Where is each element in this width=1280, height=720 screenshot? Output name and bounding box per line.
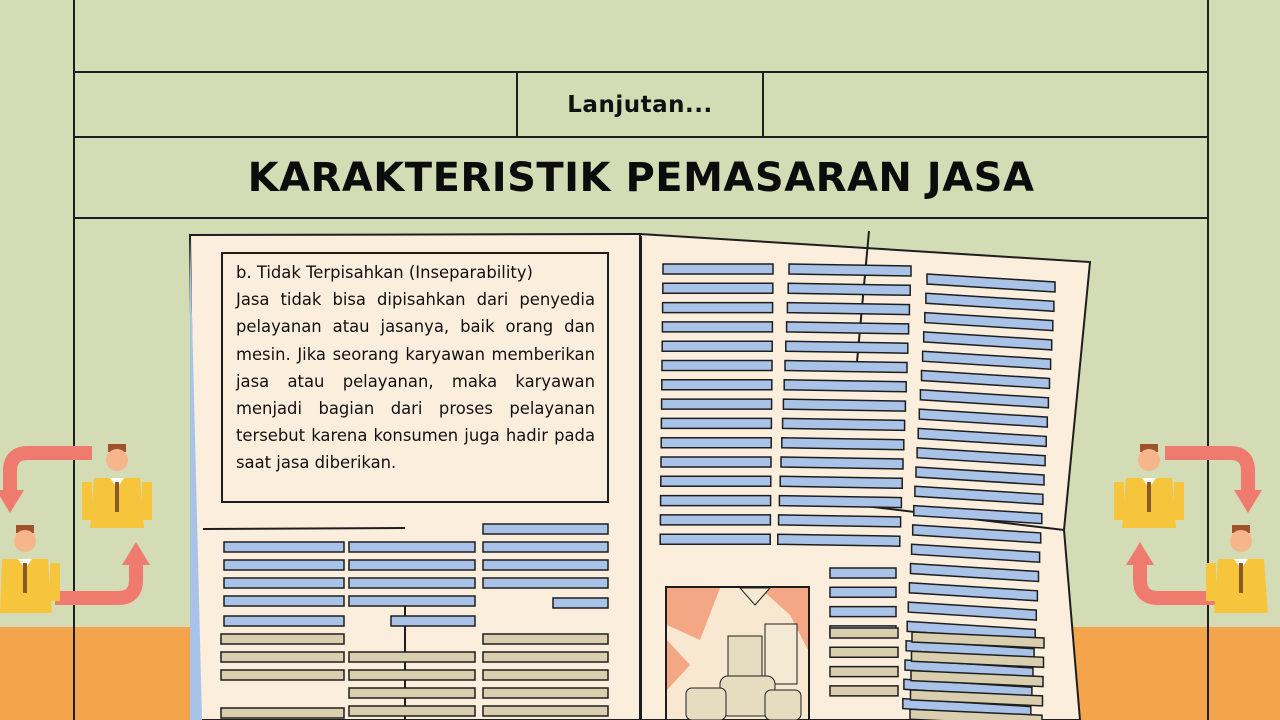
newspaper-text-line (483, 652, 608, 662)
newspaper-text-line (349, 652, 475, 662)
newspaper-text-line (661, 438, 771, 448)
newspaper-text-line (781, 457, 903, 469)
newspaper-text-line (661, 476, 771, 486)
newspaper-text-line (783, 418, 905, 430)
newspaper-text-line (660, 534, 770, 544)
page-title: KARAKTERISTIK PEMASARAN JASA (247, 155, 1035, 201)
person-icon (82, 444, 152, 528)
newspaper-text-line (483, 634, 608, 644)
newspaper-text-line (661, 418, 771, 428)
newspaper-text-line (224, 616, 344, 626)
newspaper-text-line (224, 560, 344, 570)
newspaper-text-line (662, 361, 772, 371)
newspaper-text-line (349, 578, 475, 588)
newspaper-text-line (349, 670, 475, 680)
newspaper-text-line (783, 399, 905, 411)
newspaper-text-line (786, 341, 908, 353)
newspaper-text-line (349, 560, 475, 570)
newspaper-text-line (349, 542, 475, 552)
photo-illustration (666, 587, 809, 720)
newspaper-text-line (553, 598, 608, 608)
newspaper-text-line (663, 283, 773, 293)
newspaper-text-line (349, 706, 475, 716)
content-heading: b. Tidak Terpisahkan (Inseparability) (236, 263, 533, 282)
newspaper-text-line (830, 628, 898, 638)
newspaper-text-line (779, 496, 901, 508)
newspaper-text-line (830, 686, 898, 696)
newspaper-text-line (221, 670, 344, 680)
newspaper-text-line (483, 706, 608, 716)
newspaper-text-line (785, 361, 907, 373)
newspaper-text-line (483, 578, 608, 588)
newspaper-text-line (483, 670, 608, 680)
newspaper-text-line (662, 341, 772, 351)
newspaper-text-line (224, 542, 344, 552)
newspaper-text-line (221, 652, 344, 662)
people-exchange-icon-right (1110, 438, 1280, 618)
newspaper-text-line (483, 524, 608, 534)
newspaper-text-line (391, 616, 475, 626)
newspaper-text-line (662, 380, 772, 390)
newspaper-text-line (784, 380, 906, 392)
content-textbox (221, 252, 609, 503)
newspaper-text-line (830, 647, 898, 657)
newspaper-text-line (778, 534, 900, 546)
newspaper-text-line (221, 634, 344, 644)
newspaper-text-line (483, 688, 608, 698)
newspaper-text-line (787, 303, 909, 315)
newspaper-text-line (483, 560, 608, 570)
newspaper-text-line (830, 607, 896, 617)
newspaper-text-line (221, 708, 344, 718)
newspaper-text-line (788, 283, 910, 295)
people-exchange-icon-left (0, 438, 160, 618)
person-icon (1206, 525, 1268, 613)
newspaper-text-line (663, 264, 773, 274)
newspaper-text-line (662, 322, 772, 332)
newspaper-text-line (224, 578, 344, 588)
newspaper-text-line (483, 542, 608, 552)
newspaper-text-line (663, 303, 773, 313)
newspaper-text-line (660, 515, 770, 525)
subtitle: Lanjutan... (567, 91, 713, 118)
newspaper-text-line (780, 476, 902, 488)
newspaper-text-line (661, 496, 771, 506)
newspaper-text-line (661, 457, 771, 467)
person-icon (0, 525, 60, 613)
newspaper-text-line (830, 587, 896, 597)
newspaper-text-line (349, 596, 475, 606)
newspaper-text-line (779, 515, 901, 527)
newspaper-text-line (830, 667, 898, 677)
newspaper-text-line (662, 399, 772, 409)
newspaper-text-line (830, 568, 896, 578)
newspaper-text-line (349, 688, 475, 698)
content-body: Jasa tidak bisa dipisahkan dari penyedia pelayanan atau jasanya, baik orang dan mesin. Jika seorang karyawan memberikan jasa atau pelayanan, maka karyawan menjadi bagian dari proses pelayanan tersebut karena konsumen juga hadir pada saat jasa diberikan. (236, 290, 595, 473)
newspaper-text-line (787, 322, 909, 334)
newspaper-text-line (224, 596, 344, 606)
newspaper-text-line (782, 438, 904, 450)
newspaper-text-line (789, 264, 911, 276)
